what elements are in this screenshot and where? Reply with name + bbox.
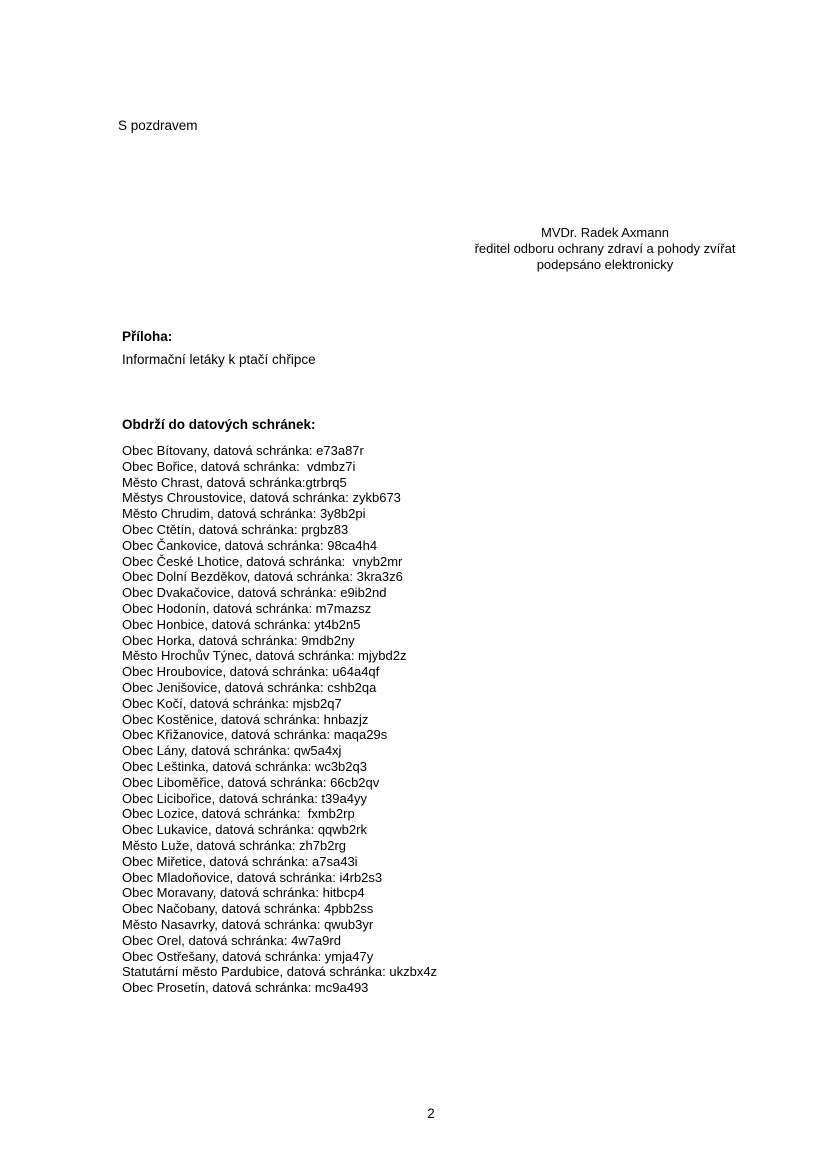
- attachment-text: Informační letáky k ptačí chřipce: [122, 352, 316, 367]
- recipient-item: Obec Bořice, datová schránka: vdmbz7i: [122, 458, 356, 474]
- recipients-list: [122, 443, 437, 996]
- signatory-name: MVDr. Radek Axmann: [541, 225, 669, 240]
- recipient-item: Obec Dolní Bezděkov, datová schránka: 3kra3z6: [122, 569, 403, 585]
- recipient-item: Obec Kostěnice, datová schránka: hnbazjz: [122, 711, 369, 727]
- recipient-item: Obec Jenišovice, datová schránka: cshb2qa: [122, 679, 377, 695]
- recipient-item: Obec Prosetín, datová schránka: mc9a493: [122, 980, 369, 996]
- signature-note: podepsáno elektronicky: [536, 257, 674, 272]
- recipient-item: Obec Liboměřice, datová schránka: 66cb2qv: [122, 774, 380, 790]
- recipient-item: Obec České Lhotice, datová schránka: vnyb2mr: [122, 553, 403, 569]
- recipient-item: Městys Chroustovice, datová schránka: zykb673: [122, 490, 401, 506]
- signatory-title: ředitel odboru ochrany zdraví a pohody zvířat: [474, 241, 736, 256]
- recipient-item: Obec Čankovice, datová schránka: 98ca4h4: [122, 537, 378, 553]
- recipient-item: Obec Licibořice, datová schránka: t39a4yy: [122, 790, 367, 806]
- signature-block: [455, 225, 755, 273]
- recipient-item: Město Chrast, datová schránka:gtrbrq5: [122, 474, 347, 490]
- recipient-item: Obec Bítovany, datová schránka: e73a87r: [122, 443, 364, 458]
- recipient-item: Obec Kočí, datová schránka: mjsb2q7: [122, 695, 342, 711]
- greeting: S pozdravem: [118, 118, 198, 133]
- recipient-item: Město Hrochův Týnec, datová schránka: mjybd2z: [122, 648, 407, 664]
- recipient-item: Obec Miřetice, datová schránka: a7sa43i: [122, 853, 358, 869]
- recipient-item: Obec Dvakačovice, datová schránka: e9ib2nd: [122, 585, 387, 601]
- recipient-item: Statutární město Pardubice, datová schránka: ukzbx4z: [122, 964, 438, 980]
- recipient-item: Obec Mladoňovice, datová schránka: i4rb2s3: [122, 869, 383, 885]
- recipient-item: Obec Ctětín, datová schránka: prgbz83: [122, 521, 349, 537]
- recipient-item: Obec Honbice, datová schránka: yt4b2n5: [122, 616, 361, 632]
- recipient-item: Obec Lukavice, datová schránka: qqwb2rk: [122, 822, 367, 838]
- recipient-item: Obec Leštinka, datová schránka: wc3b2q3: [122, 758, 367, 774]
- recipient-item: Obec Horka, datová schránka: 9mdb2ny: [122, 632, 355, 648]
- page-number: 2: [427, 1106, 435, 1121]
- recipient-item: Město Chrudim, datová schránka: 3y8b2pi: [122, 506, 366, 522]
- attachment-heading: Příloha:: [122, 329, 173, 344]
- recipient-item: Obec Moravany, datová schránka: hitbcp4: [122, 885, 365, 901]
- recipients-heading: Obdrží do datových schránek:: [122, 417, 316, 432]
- recipient-item: Obec Hroubovice, datová schránka: u64a4qf: [122, 664, 380, 680]
- recipient-item: Obec Křižanovice, datová schránka: maqa29s: [122, 727, 388, 743]
- recipient-item: Obec Lány, datová schránka: qw5a4xj: [122, 743, 342, 759]
- recipient-item: Obec Lozice, datová schránka: fxmb2rp: [122, 806, 355, 822]
- recipient-item: Obec Hodonín, datová schránka: m7mazsz: [122, 600, 372, 616]
- recipient-item: Obec Načobany, datová schránka: 4pbb2ss: [122, 901, 374, 917]
- recipient-item: Obec Orel, datová schránka: 4w7a9rd: [122, 932, 341, 948]
- recipient-item: Město Nasavrky, datová schránka: qwub3yr: [122, 916, 374, 932]
- recipient-item: Obec Ostřešany, datová schránka: ymja47y: [122, 948, 374, 964]
- recipient-item: Město Luže, datová schránka: zh7b2rg: [122, 837, 347, 853]
